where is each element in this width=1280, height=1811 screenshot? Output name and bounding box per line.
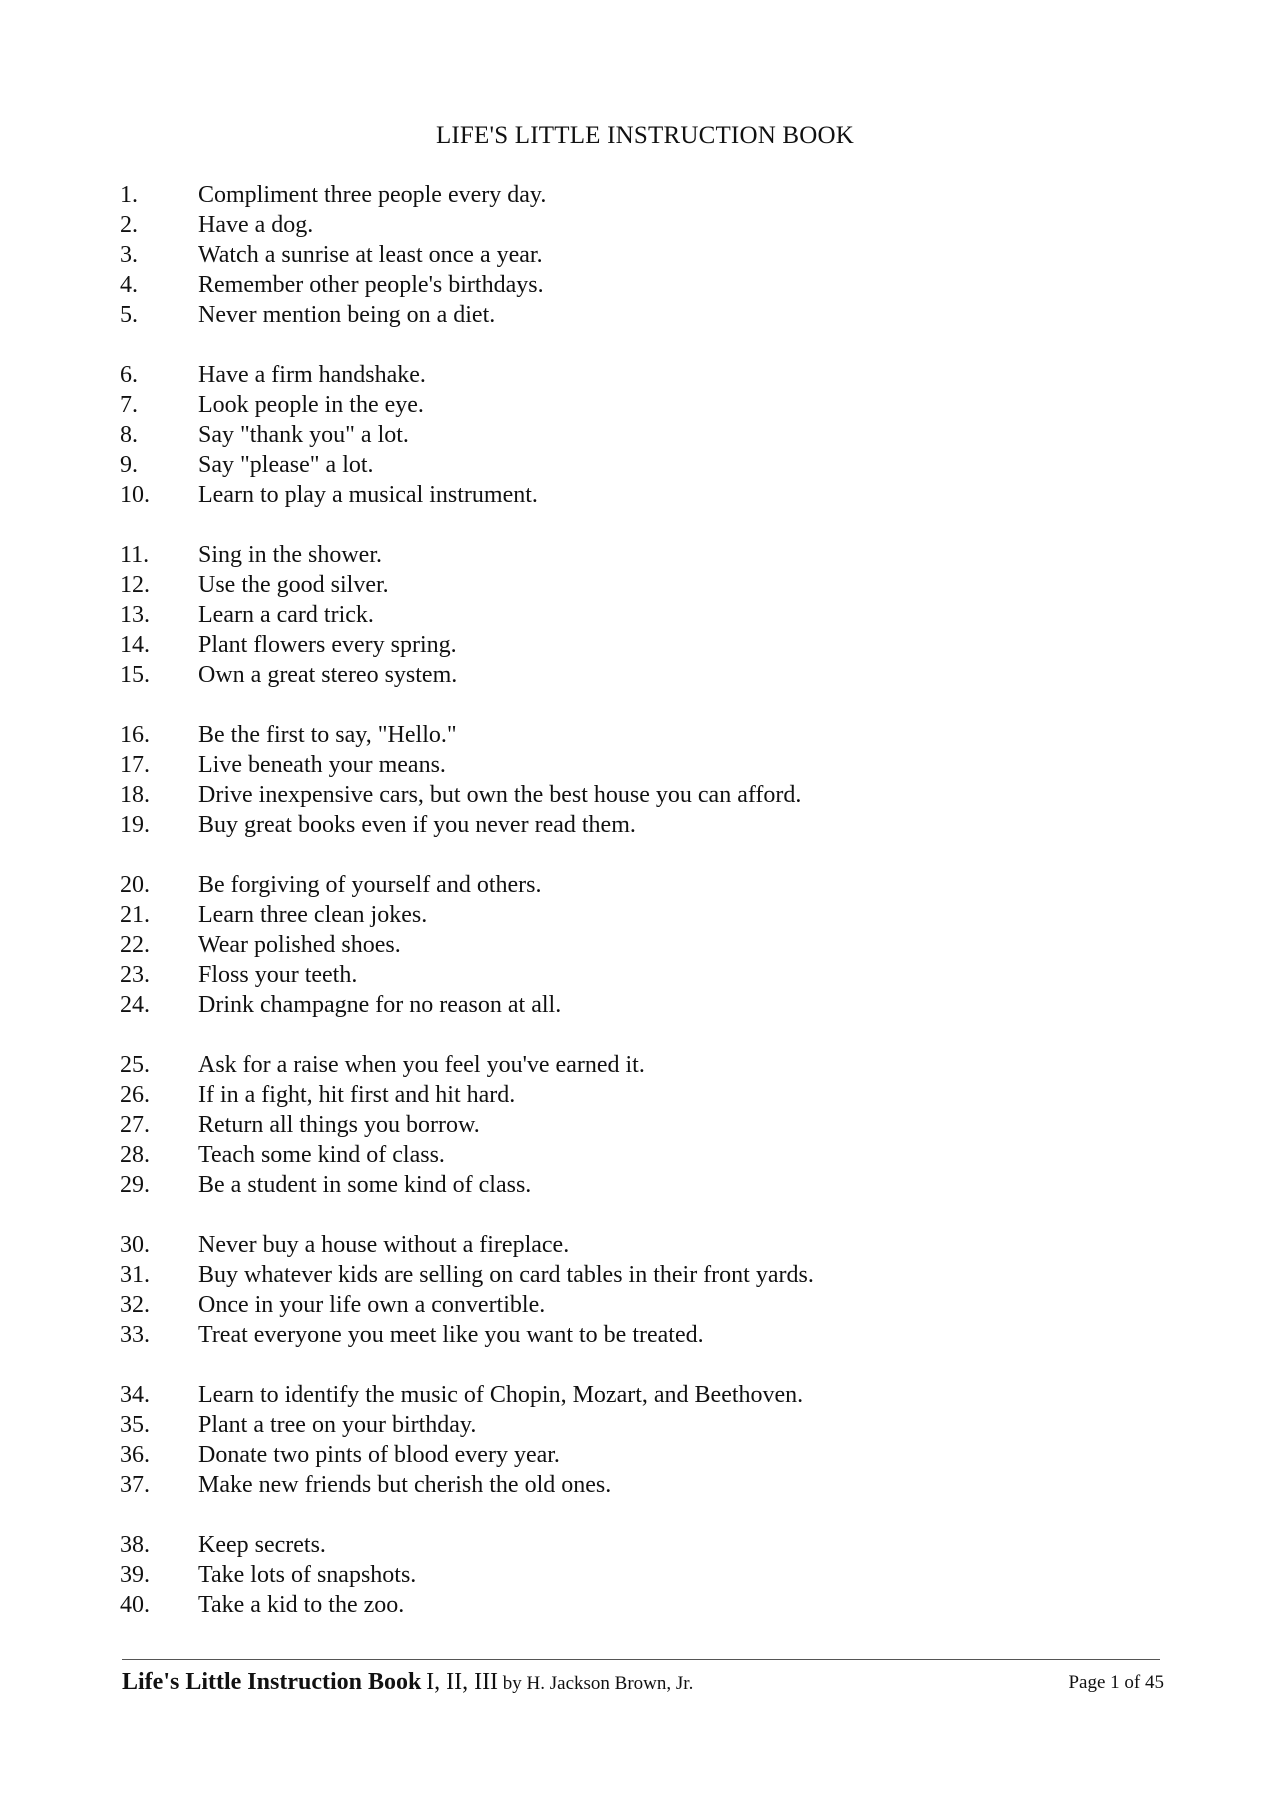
item-number: 38.: [120, 1532, 150, 1558]
list-item: [120, 1530, 1170, 1560]
item-text: Plant flowers every spring.: [198, 632, 457, 658]
item-text: Say "please" a lot.: [198, 452, 374, 478]
item-number: 13.: [120, 602, 150, 628]
item-text: Teach some kind of class.: [198, 1142, 445, 1168]
list-group: [120, 360, 1170, 510]
list-item: [120, 720, 1170, 750]
item-number: 16.: [120, 722, 150, 748]
item-text: Floss your teeth.: [198, 962, 358, 988]
item-number: 6.: [120, 362, 138, 388]
item-text: Plant a tree on your birthday.: [198, 1412, 477, 1438]
list-item: [120, 1410, 1170, 1440]
item-number: 35.: [120, 1412, 150, 1438]
list-item: [120, 600, 1170, 630]
item-text: Sing in the shower.: [198, 542, 382, 568]
item-text: Own a great stereo system.: [198, 662, 458, 688]
list-item: [120, 360, 1170, 390]
item-number: 19.: [120, 812, 150, 838]
list-group: [120, 540, 1170, 690]
item-number: 9.: [120, 452, 138, 478]
item-text: Be the first to say, "Hello.": [198, 722, 457, 748]
item-text: Take a kid to the zoo.: [198, 1592, 405, 1618]
item-text: Ask for a raise when you feel you've earned it.: [198, 1052, 645, 1078]
list-item: [120, 270, 1170, 300]
item-text: Learn to identify the music of Chopin, Mozart, and Beethoven.: [198, 1382, 804, 1408]
item-text: Buy whatever kids are selling on card tables in their front yards.: [198, 1262, 814, 1288]
list-item: [120, 240, 1170, 270]
list-item: [120, 1140, 1170, 1170]
item-number: 11.: [120, 542, 150, 568]
list-item: [120, 480, 1170, 510]
item-text: Drive inexpensive cars, but own the best house you can afford.: [198, 782, 802, 808]
item-number: 21.: [120, 902, 150, 928]
item-number: 28.: [120, 1142, 150, 1168]
item-number: 4.: [120, 272, 138, 298]
list-item: [120, 1320, 1170, 1350]
item-text: Look people in the eye.: [198, 392, 424, 418]
item-number: 24.: [120, 992, 150, 1018]
instruction-list: [120, 180, 1170, 1650]
footer-book-title: Life's Little Instruction Book: [122, 1669, 422, 1695]
list-group: [120, 720, 1170, 840]
item-text: Never mention being on a diet.: [198, 302, 496, 328]
item-number: 37.: [120, 1472, 150, 1498]
item-text: Live beneath your means.: [198, 752, 446, 778]
item-text: Keep secrets.: [198, 1532, 326, 1558]
list-group: [120, 1050, 1170, 1200]
list-item: [120, 930, 1170, 960]
list-item: [120, 1590, 1170, 1620]
item-number: 7.: [120, 392, 138, 418]
item-text: Be a student in some kind of class.: [198, 1172, 532, 1198]
item-number: 2.: [120, 212, 138, 238]
list-item: [120, 1170, 1170, 1200]
item-number: 31.: [120, 1262, 150, 1288]
list-item: [120, 660, 1170, 690]
list-group: [120, 1530, 1170, 1620]
item-number: 39.: [120, 1562, 150, 1588]
list-item: [120, 960, 1170, 990]
item-text: Be forgiving of yourself and others.: [198, 872, 542, 898]
item-number: 27.: [120, 1112, 150, 1138]
item-number: 14.: [120, 632, 150, 658]
item-text: Learn three clean jokes.: [198, 902, 428, 928]
item-text: Take lots of snapshots.: [198, 1562, 417, 1588]
item-number: 22.: [120, 932, 150, 958]
item-text: Have a firm handshake.: [198, 362, 426, 388]
item-text: Remember other people's birthdays.: [198, 272, 544, 298]
item-number: 34.: [120, 1382, 150, 1408]
item-text: Once in your life own a convertible.: [198, 1292, 546, 1318]
list-item: [120, 1470, 1170, 1500]
list-item: [120, 870, 1170, 900]
list-item: [120, 180, 1170, 210]
list-item: [120, 390, 1170, 420]
item-text: Drink champagne for no reason at all.: [198, 992, 562, 1018]
item-number: 8.: [120, 422, 138, 448]
footer-divider: [122, 1659, 1160, 1660]
item-text: Watch a sunrise at least once a year.: [198, 242, 543, 268]
list-item: [120, 630, 1170, 660]
item-text: Say "thank you" a lot.: [198, 422, 409, 448]
item-number: 29.: [120, 1172, 150, 1198]
item-number: 12.: [120, 572, 150, 598]
list-item: [120, 210, 1170, 240]
list-item: [120, 450, 1170, 480]
list-item: [120, 420, 1170, 450]
list-item: [120, 810, 1170, 840]
list-item: [120, 540, 1170, 570]
item-text: Use the good silver.: [198, 572, 389, 598]
item-text: Donate two pints of blood every year.: [198, 1442, 560, 1468]
item-text: Return all things you borrow.: [198, 1112, 480, 1138]
list-item: [120, 1110, 1170, 1140]
item-text: Compliment three people every day.: [198, 182, 547, 208]
item-number: 25.: [120, 1052, 150, 1078]
list-item: [120, 1440, 1170, 1470]
list-group: [120, 870, 1170, 1020]
list-item: [120, 1230, 1170, 1260]
item-number: 30.: [120, 1232, 150, 1258]
item-text: Treat everyone you meet like you want to be treated.: [198, 1322, 704, 1348]
list-item: [120, 1380, 1170, 1410]
list-item: [120, 900, 1170, 930]
item-text: Buy great books even if you never read them.: [198, 812, 636, 838]
list-group: [120, 1230, 1170, 1350]
list-item: [120, 750, 1170, 780]
item-text: Wear polished shoes.: [198, 932, 401, 958]
list-item: [120, 300, 1170, 330]
item-number: 40.: [120, 1592, 150, 1618]
item-number: 15.: [120, 662, 150, 688]
item-text: Learn to play a musical instrument.: [198, 482, 538, 508]
footer-volumes: I, II, III: [426, 1669, 499, 1695]
item-number: 5.: [120, 302, 138, 328]
list-item: [120, 1560, 1170, 1590]
page-title: LIFE'S LITTLE INSTRUCTION BOOK: [435, 122, 855, 149]
list-item: [120, 990, 1170, 1020]
item-text: Make new friends but cherish the old ones.: [198, 1472, 612, 1498]
item-number: 36.: [120, 1442, 150, 1468]
item-number: 3.: [120, 242, 138, 268]
list-item: [120, 1050, 1170, 1080]
item-number: 1.: [120, 182, 138, 208]
list-item: [120, 1080, 1170, 1110]
page-number: Page 1 of 45: [1068, 1672, 1164, 1693]
item-text: Never buy a house without a fireplace.: [198, 1232, 570, 1258]
item-number: 32.: [120, 1292, 150, 1318]
item-number: 33.: [120, 1322, 150, 1348]
item-number: 20.: [120, 872, 150, 898]
list-item: [120, 1290, 1170, 1320]
page-footer: [122, 1664, 1164, 1696]
item-text: If in a fight, hit first and hit hard.: [198, 1082, 516, 1108]
list-item: [120, 1260, 1170, 1290]
item-number: 17.: [120, 752, 150, 778]
footer-citation: [122, 1669, 693, 1696]
item-text: Learn a card trick.: [198, 602, 374, 628]
item-text: Have a dog.: [198, 212, 314, 238]
footer-byline: by H. Jackson Brown, Jr.: [502, 1673, 694, 1694]
list-group: [120, 180, 1170, 330]
list-group: [120, 1380, 1170, 1500]
item-number: 26.: [120, 1082, 150, 1108]
item-number: 10.: [120, 482, 150, 508]
item-number: 18.: [120, 782, 150, 808]
item-number: 23.: [120, 962, 150, 988]
list-item: [120, 780, 1170, 810]
list-item: [120, 570, 1170, 600]
